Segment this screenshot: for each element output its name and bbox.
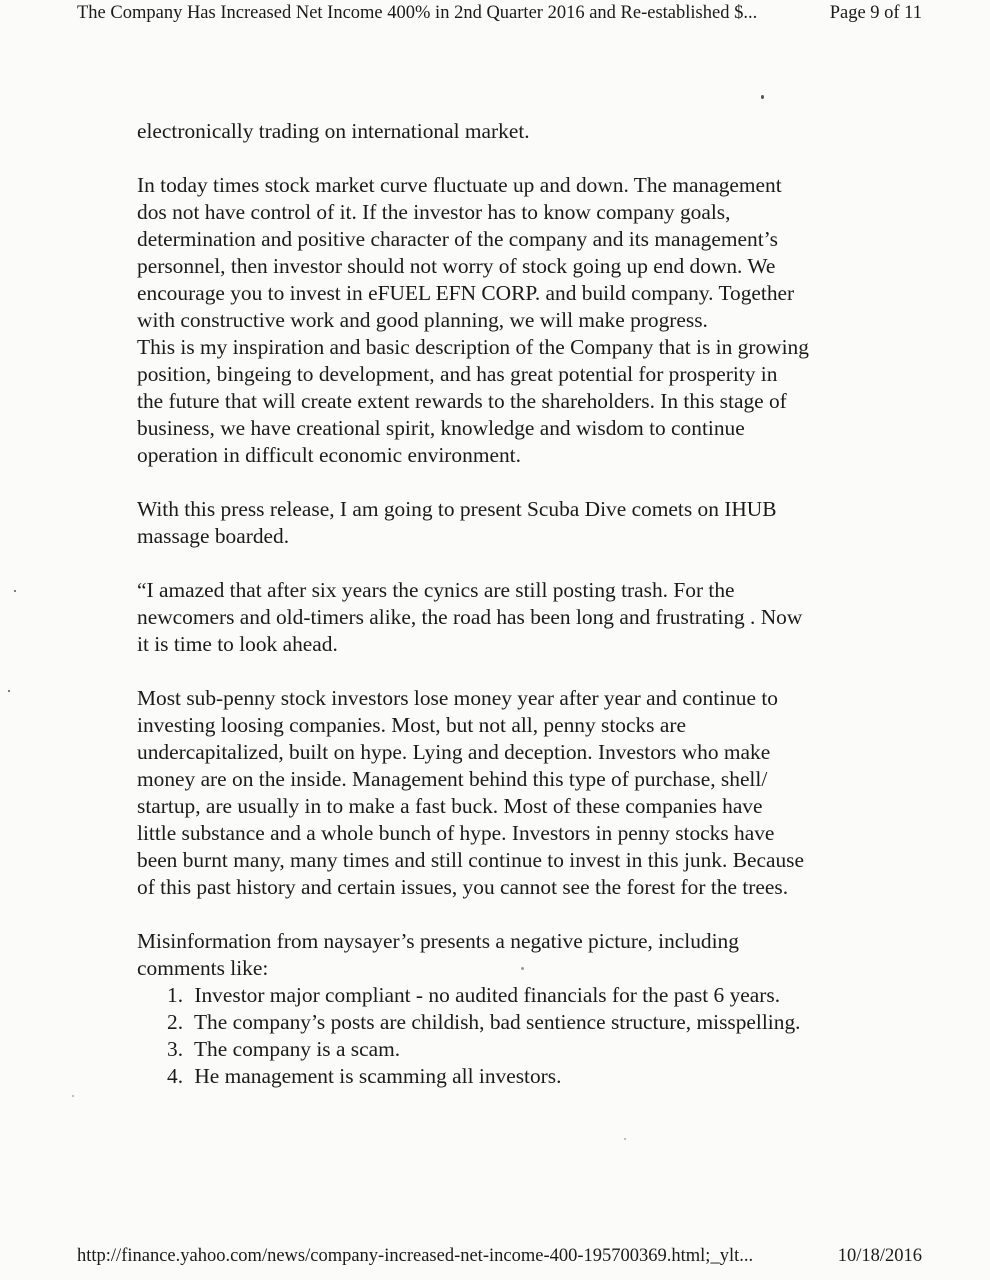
- text-line: electronically trading on international market.: [137, 119, 530, 143]
- list-item-number: 3.: [167, 1037, 184, 1061]
- text-line: personnel, then investor should not worry of stock going up end down. We: [137, 254, 776, 278]
- scan-speck: [14, 590, 16, 592]
- text-line: With this press release, I am going to present Scuba Dive comets on IHUB: [137, 497, 777, 521]
- text-line: In today times stock market curve fluctuate up and down. The management: [137, 173, 782, 197]
- text-line: operation in difficult economic environment.: [137, 443, 521, 467]
- text-line: This is my inspiration and basic description of the Company that is in growing: [137, 335, 809, 359]
- text-line: been burnt many, many times and still continue to invest in this junk. Because: [137, 848, 804, 872]
- text-line: “I amazed that after six years the cynics are still posting trash. For the: [137, 578, 735, 602]
- paragraph: [137, 496, 877, 550]
- list-item-text: The company’s posts are childish, bad sentience structure, misspelling.: [193, 1010, 801, 1034]
- text-line: startup, are usually in to make a fast buck. Most of these companies have: [137, 794, 763, 818]
- paragraph: [137, 577, 877, 658]
- list-item: [137, 1036, 877, 1063]
- header-page-number: Page 9 of 11: [829, 3, 922, 23]
- text-line: investing loosing companies. Most, but not all, penny stocks are: [137, 713, 686, 737]
- text-line: money are on the inside. Management behind this type of purchase, shell/: [137, 767, 768, 791]
- text-line: Misinformation from naysayer’s presents a negative picture, including: [137, 929, 739, 953]
- text-line: little substance and a whole bunch of hype. Investors in penny stocks have: [137, 821, 775, 845]
- list-item-text: He management is scamming all investors.: [194, 1064, 562, 1088]
- scan-speck: [8, 690, 10, 692]
- list-item: [137, 1063, 877, 1090]
- text-line: it is time to look ahead.: [137, 632, 338, 656]
- paragraph: [137, 172, 877, 469]
- list-item-number: 4.: [167, 1064, 184, 1088]
- text-line: dos not have control of it. If the investor has to know company goals,: [137, 200, 731, 224]
- text-line: comments like:: [137, 956, 269, 980]
- list-item-text: Investor major compliant - no audited financials for the past 6 years.: [194, 983, 781, 1007]
- page-footer: [77, 1245, 922, 1267]
- list-item: [137, 982, 877, 1009]
- list-item: [137, 1009, 877, 1036]
- scan-speck: [72, 1095, 74, 1097]
- document-body: [137, 118, 877, 1090]
- text-line: of this past history and certain issues, you cannot see the forest for the trees.: [137, 875, 789, 899]
- text-line: with constructive work and good planning, we will make progress.: [137, 308, 708, 332]
- paragraph: [137, 118, 877, 145]
- text-line: encourage you to invest in eFUEL EFN CORP. and build company. Together: [137, 281, 795, 305]
- list-item-number: 1.: [167, 983, 184, 1007]
- list-item-number: 2.: [167, 1010, 184, 1034]
- scan-speck: [521, 967, 524, 970]
- header-title: The Company Has Increased Net Income 400% in 2nd Quarter 2016 and Re-established $...: [77, 3, 758, 23]
- numbered-list: [137, 982, 877, 1090]
- text-line: the future that will create extent rewards to the shareholders. In this stage of: [137, 389, 787, 413]
- list-item-text: The company is a scam.: [193, 1037, 401, 1061]
- page-header: [77, 2, 922, 24]
- paragraph: [137, 685, 877, 901]
- footer-date: 10/18/2016: [837, 1246, 922, 1266]
- paragraph: [137, 928, 877, 982]
- footer-url: http://finance.yahoo.com/news/company-increased-net-income-400-195700369.html;_ylt...: [77, 1246, 754, 1266]
- text-line: determination and positive character of the company and its management’s: [137, 227, 778, 251]
- text-line: Most sub-penny stock investors lose money year after year and continue to: [137, 686, 778, 710]
- text-line: position, bingeing to development, and has great potential for prosperity in: [137, 362, 778, 386]
- text-line: business, we have creational spirit, knowledge and wisdom to continue: [137, 416, 745, 440]
- text-line: newcomers and old-timers alike, the road has been long and frustrating . Now: [137, 605, 803, 629]
- text-line: massage boarded.: [137, 524, 290, 548]
- scan-speck: [624, 1138, 626, 1140]
- scan-speck: [761, 95, 764, 99]
- text-line: undercapitalized, built on hype. Lying and deception. Investors who make: [137, 740, 771, 764]
